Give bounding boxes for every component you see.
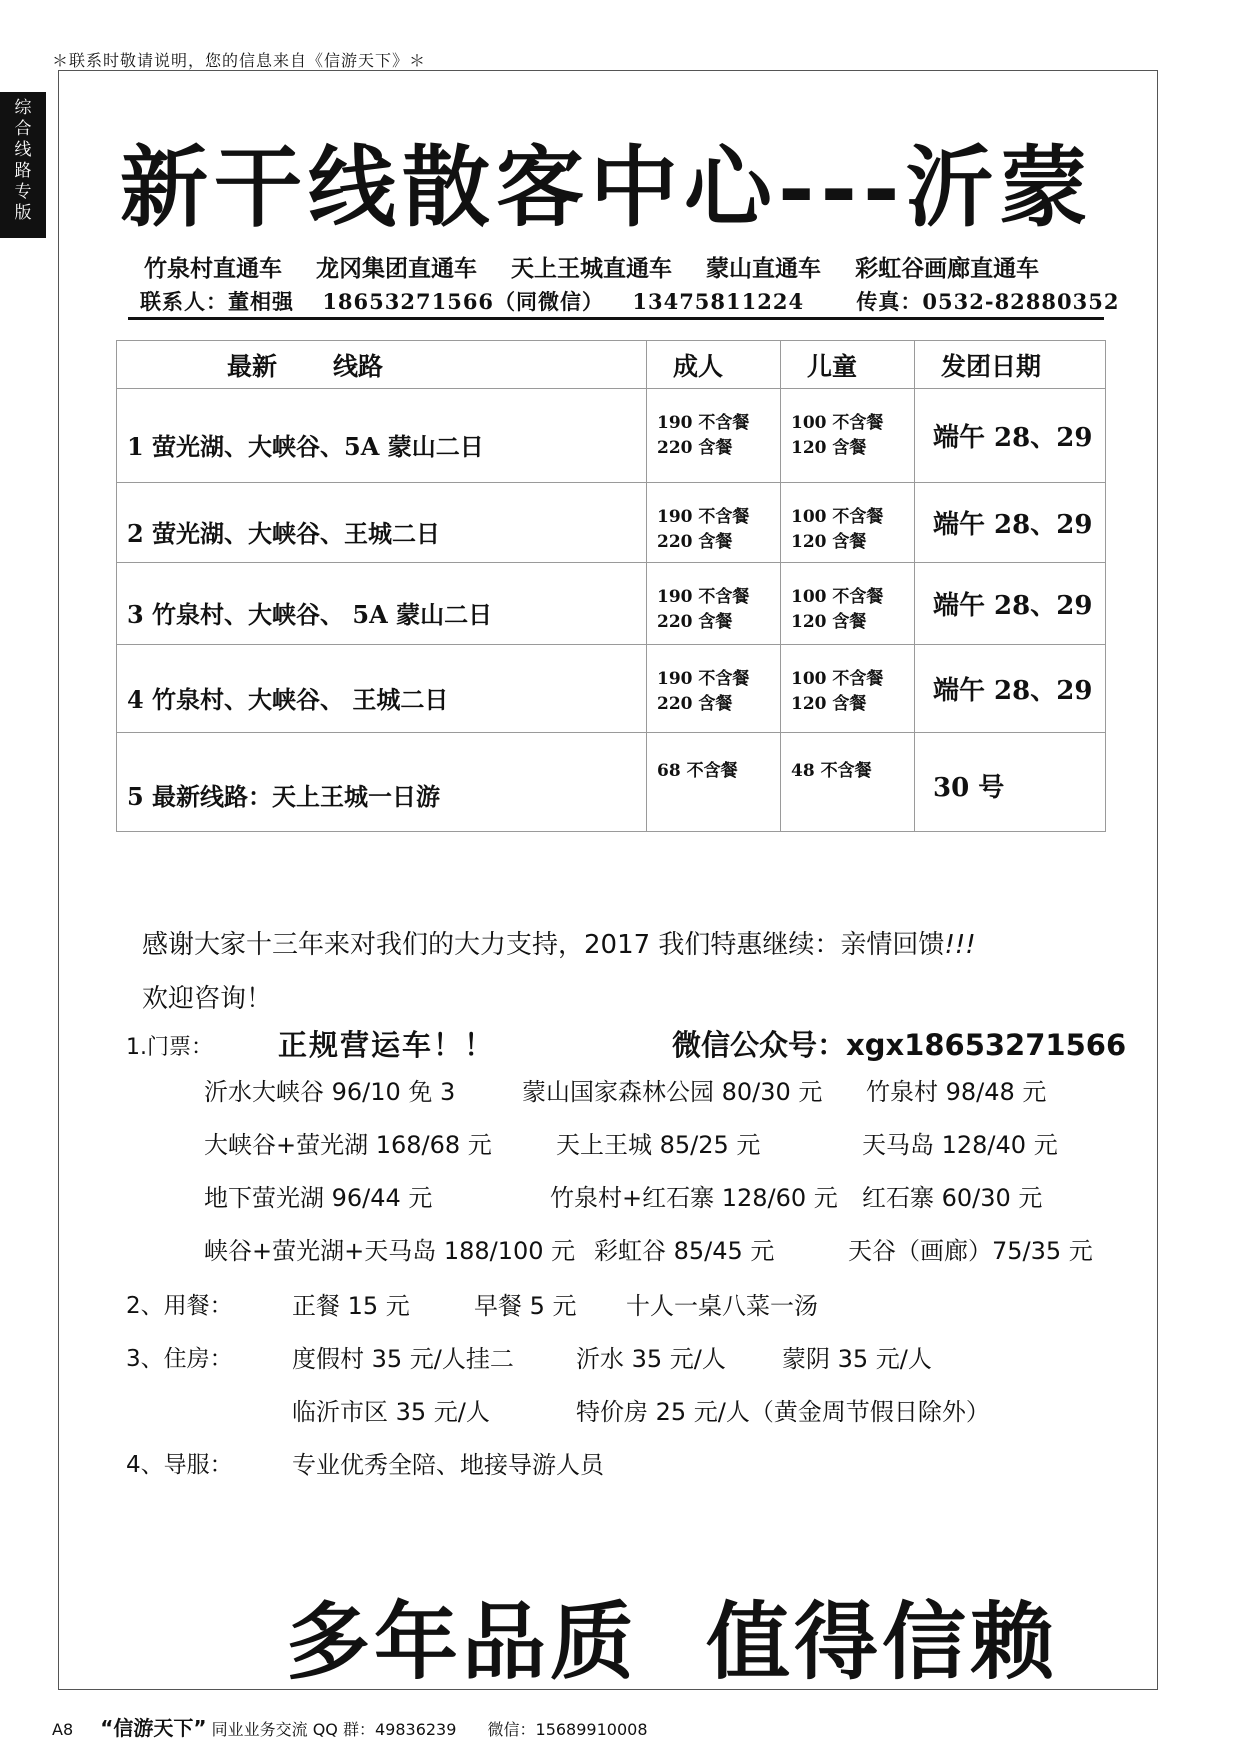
route-cell: 2 萤光湖、大峡谷、王城二日 xyxy=(117,483,647,563)
route-item: 竹泉村直通车 xyxy=(144,256,282,282)
date-cell: 30 号 xyxy=(915,733,1106,832)
lodging-item: 特价房 25 元/人（黄金周节假日除外） xyxy=(576,1398,990,1426)
guide-label: 4、导服： xyxy=(126,1452,233,1478)
section-tab xyxy=(0,92,46,238)
child-price-cell: 100 不含餐 120 含餐 xyxy=(781,483,915,563)
ticket-item: 天谷（画廊）75/35 元 xyxy=(848,1237,1093,1265)
thanks-line-2: 欢迎咨询！ xyxy=(142,984,273,1014)
child-price-cell: 48 不含餐 xyxy=(781,733,915,832)
date-cell: 端午 28、29 xyxy=(915,389,1106,483)
section-tab-char: 线 xyxy=(14,140,32,160)
child-price-cell: 100 不含餐 120 含餐 xyxy=(781,563,915,645)
route-item: 彩虹谷画廊直通车 xyxy=(855,256,1040,282)
child-price-cell: 100 不含餐 120 含餐 xyxy=(781,389,915,483)
contact-phone-2: 13475811224 xyxy=(632,289,805,314)
section-tab-char: 专 xyxy=(14,182,32,202)
ticket-item: 红石寨 60/30 元 xyxy=(862,1184,1043,1212)
footer-qq-group: 同业业务交流 QQ 群：49836239 xyxy=(211,1720,457,1739)
header-route-b: 线路 xyxy=(333,351,384,381)
legal-vehicle-note: 正规营运车！！ xyxy=(278,1028,496,1062)
date-cell: 端午 28、29 xyxy=(915,483,1106,563)
header-child: 儿童 xyxy=(781,341,915,389)
header-divider xyxy=(128,317,1104,320)
lodging-item: 临沂市区 35 元/人 xyxy=(292,1398,490,1426)
ticket-item: 天马岛 128/40 元 xyxy=(862,1131,1058,1159)
header-date: 发团日期 xyxy=(915,341,1106,389)
route-cell: 3 竹泉村、大峡谷、 5A 蒙山二日 xyxy=(117,563,647,645)
ticket-item: 峡谷+萤光湖+天马岛 188/100 元 xyxy=(204,1237,576,1265)
guide-text: 专业优秀全陪、地接导游人员 xyxy=(292,1451,604,1479)
page-number: A8 xyxy=(52,1720,74,1739)
child-price-cell: 100 不含餐 120 含餐 xyxy=(781,645,915,733)
source-notice: ＊联系时敬请说明，您的信息来自《信游天下》＊ xyxy=(52,51,427,70)
contact-fax: 传真：0532-82880352 xyxy=(856,289,1120,314)
route-item: 龙冈集团直通车 xyxy=(316,256,478,282)
table-row xyxy=(117,733,1106,832)
meal-item: 早餐 5 元 xyxy=(474,1292,577,1320)
direct-bus-routes xyxy=(144,250,1065,283)
meal-item: 十人一桌八菜一汤 xyxy=(626,1292,818,1320)
section-tab-char: 版 xyxy=(14,203,32,223)
adult-price-cell: 190 不含餐 220 含餐 xyxy=(647,645,781,733)
table-row xyxy=(117,389,1106,483)
page-footer xyxy=(52,1712,648,1741)
adult-price-cell: 68 不含餐 xyxy=(647,733,781,832)
meal-item: 正餐 15 元 xyxy=(292,1292,410,1320)
section-tab-char: 合 xyxy=(14,119,32,139)
table-row xyxy=(117,483,1106,563)
header-route-a: 最新 xyxy=(227,351,278,381)
slogan-part: 值得信赖 xyxy=(706,1593,1059,1691)
ticket-item: 竹泉村 98/48 元 xyxy=(866,1078,1047,1106)
contact-line xyxy=(140,286,1139,316)
footer-brand: “信游天下” xyxy=(100,1716,207,1740)
ticket-item: 天上王城 85/25 元 xyxy=(556,1131,761,1159)
tickets-label: 1.门票： xyxy=(126,1035,213,1060)
adult-price-cell: 190 不含餐 220 含餐 xyxy=(647,563,781,645)
date-cell: 端午 28、29 xyxy=(915,563,1106,645)
date-cell: 端午 28、29 xyxy=(915,645,1106,733)
contact-person: 联系人：董相强 xyxy=(140,289,294,314)
table-header-row xyxy=(117,341,1106,389)
ticket-item: 地下萤光湖 96/44 元 xyxy=(204,1184,433,1212)
table-row xyxy=(117,563,1106,645)
route-cell: 4 竹泉村、大峡谷、 王城二日 xyxy=(117,645,647,733)
wechat-account: 微信公众号：xgx18653271566 xyxy=(672,1028,1127,1062)
footer-wechat: 微信：15689910008 xyxy=(487,1720,648,1739)
thanks-message xyxy=(142,918,976,1026)
price-table xyxy=(116,340,1106,832)
route-cell: 5 最新线路：天上王城一日游 xyxy=(117,733,647,832)
lodging-item: 度假村 35 元/人挂二 xyxy=(292,1345,514,1373)
table-row xyxy=(117,645,1106,733)
thanks-exclamation: !!! xyxy=(944,930,976,960)
adult-price-cell: 190 不含餐 220 含餐 xyxy=(647,389,781,483)
lodging-item: 蒙阴 35 元/人 xyxy=(782,1345,932,1373)
ticket-item: 彩虹谷 85/45 元 xyxy=(594,1237,775,1265)
thanks-line-1: 感谢大家十三年来对我们的大力支持，2017 我们特惠继续：亲情回馈 xyxy=(142,930,945,960)
route-item: 蒙山直通车 xyxy=(706,256,822,282)
meals-label: 2、用餐： xyxy=(126,1293,233,1319)
ticket-item: 大峡谷+萤光湖 168/68 元 xyxy=(204,1131,492,1159)
slogan-part: 多年品质 xyxy=(286,1593,639,1691)
route-cell: 1 萤光湖、大峡谷、5A 蒙山二日 xyxy=(117,389,647,483)
slogan xyxy=(286,1575,1126,1696)
adult-price-cell: 190 不含餐 220 含餐 xyxy=(647,483,781,563)
header-adult: 成人 xyxy=(647,341,781,389)
ticket-item: 蒙山国家森林公园 80/30 元 xyxy=(522,1078,823,1106)
ticket-item: 竹泉村+红石寨 128/60 元 xyxy=(550,1184,838,1212)
page-title: 新干线散客中心---沂蒙 xyxy=(120,135,1094,239)
section-tab-char: 综 xyxy=(14,98,32,118)
route-item: 天上王城直通车 xyxy=(511,256,673,282)
ticket-item: 沂水大峡谷 96/10 免 3 xyxy=(204,1078,456,1106)
lodging-label: 3、住房： xyxy=(126,1346,233,1372)
lodging-item: 沂水 35 元/人 xyxy=(576,1345,726,1373)
section-tab-char: 路 xyxy=(14,161,32,181)
contact-phone-1: 18653271566（同微信） xyxy=(322,289,605,314)
header-route xyxy=(117,341,647,389)
